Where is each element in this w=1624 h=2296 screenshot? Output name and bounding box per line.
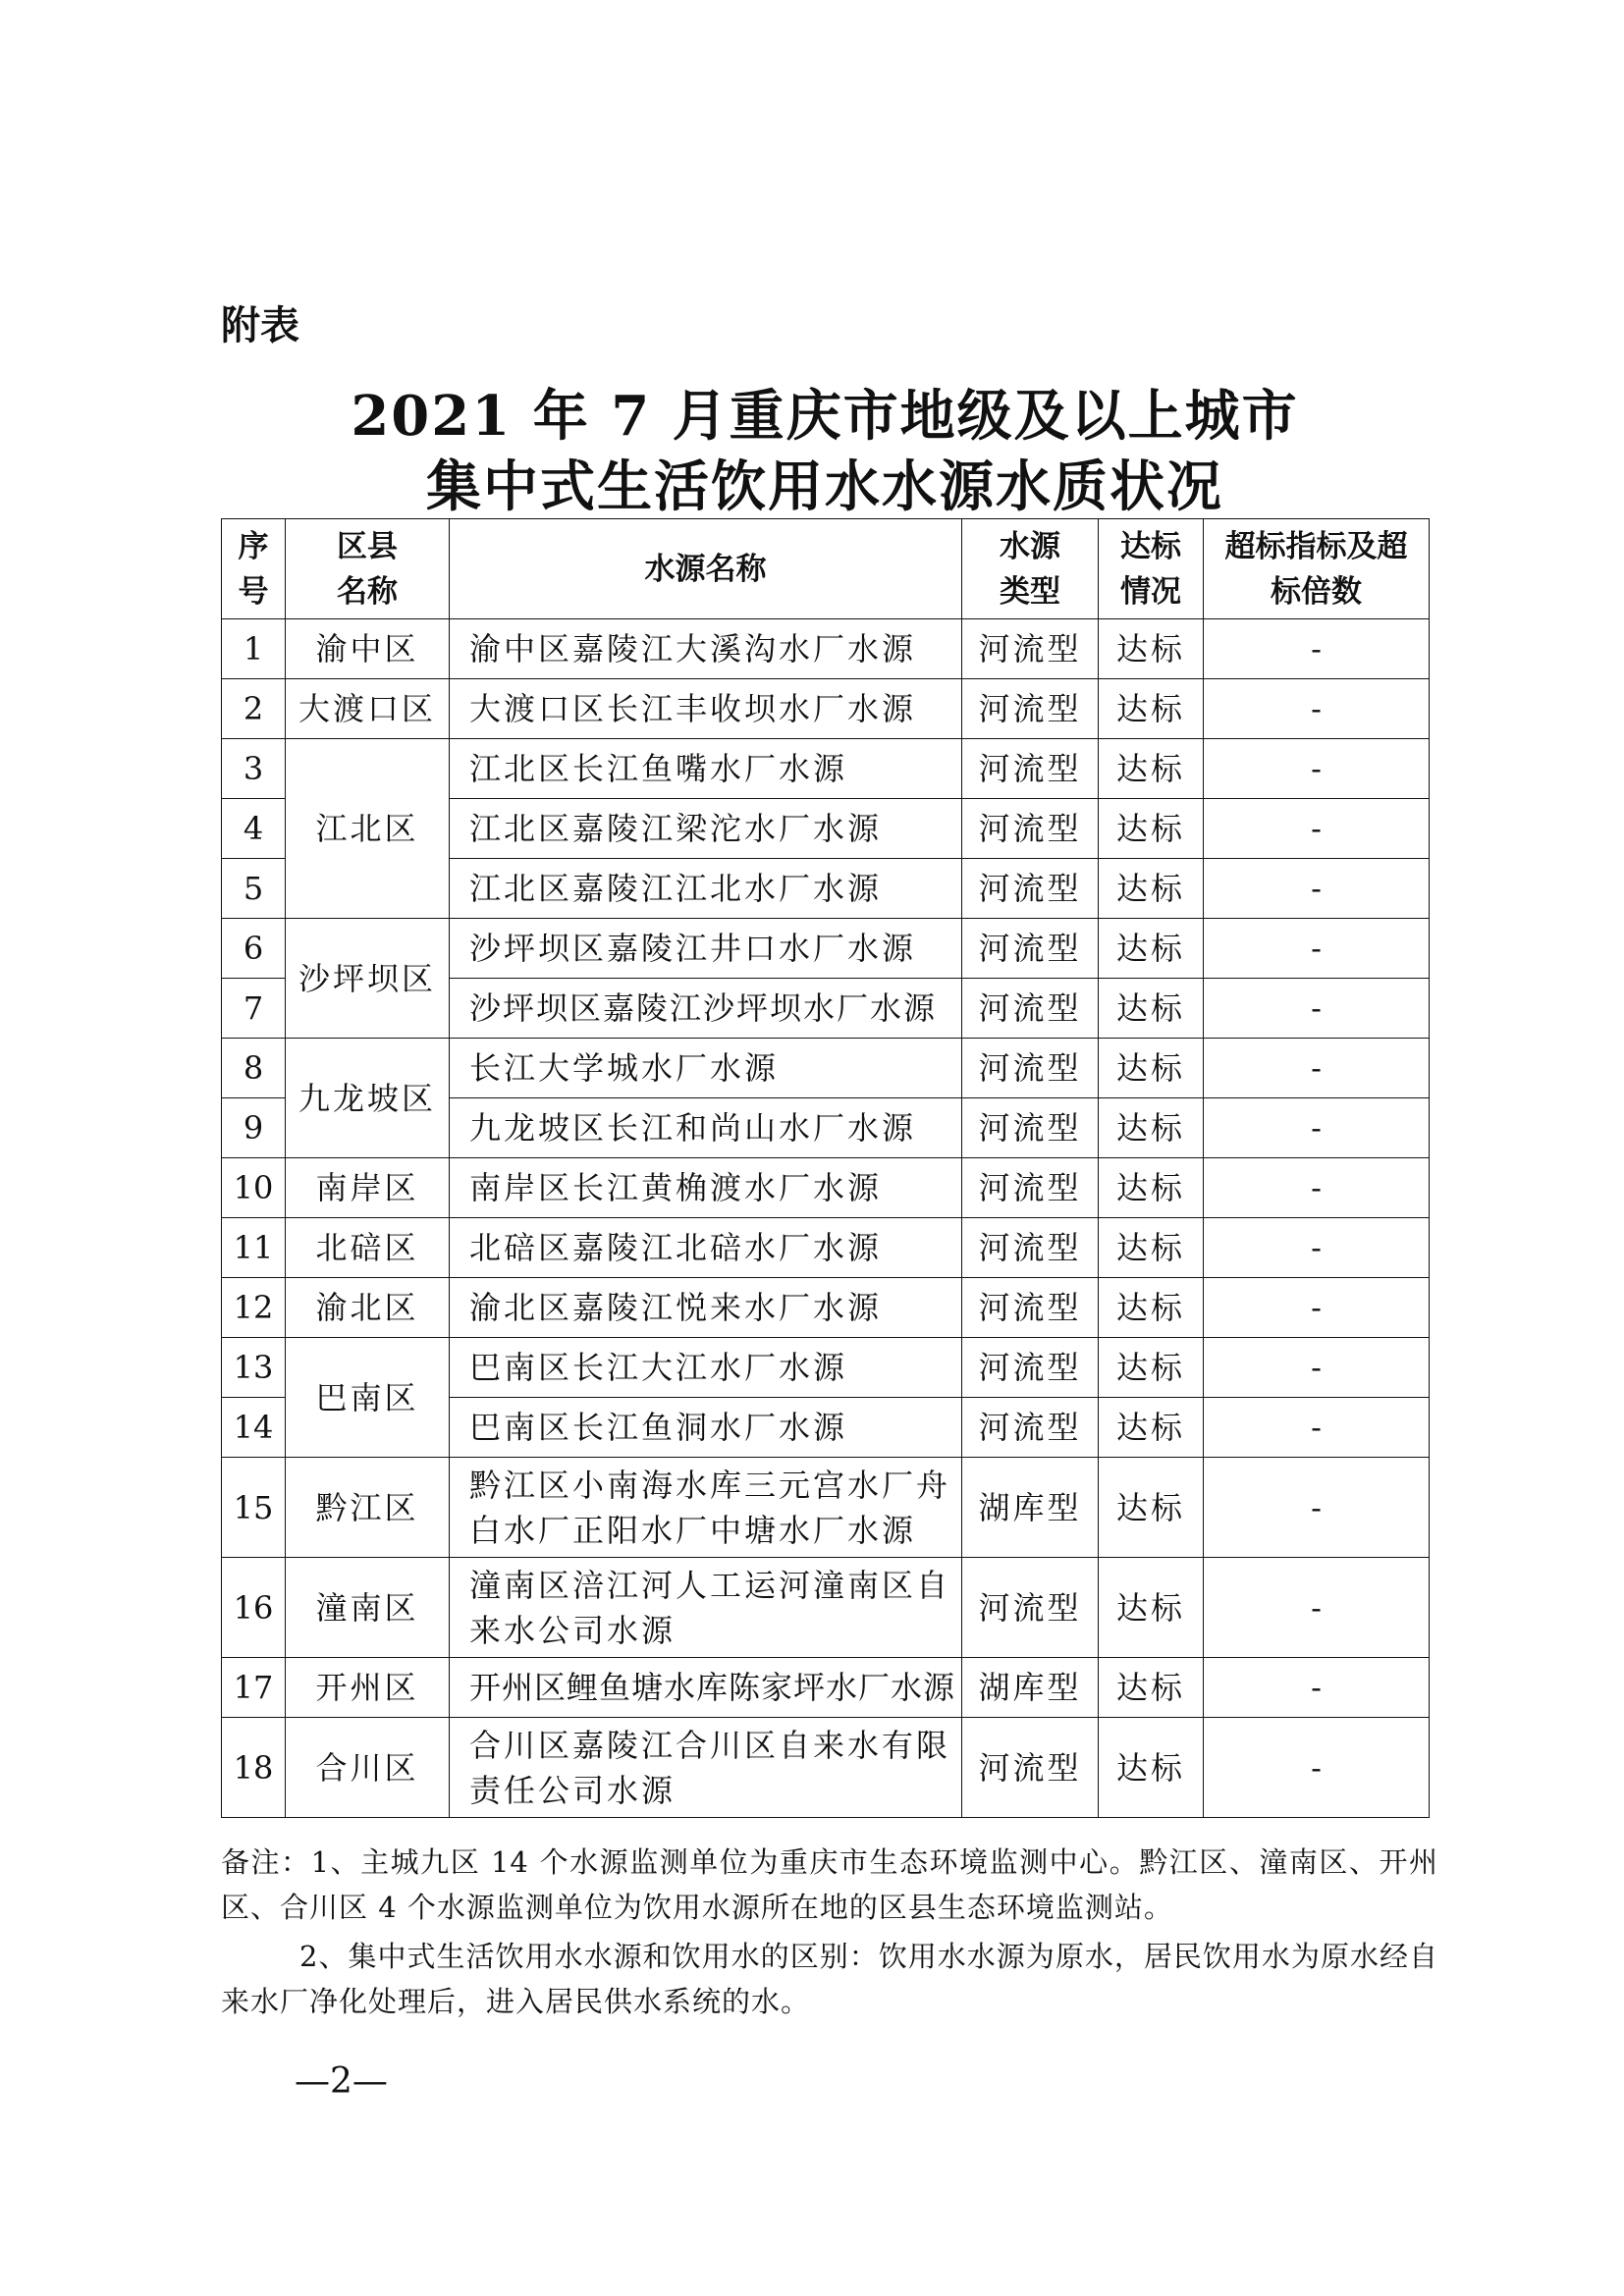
- exceed-cell: -: [1204, 799, 1430, 859]
- status-cell: 达标: [1099, 679, 1204, 739]
- status-cell: 达标: [1099, 1218, 1204, 1278]
- row-number: 18: [222, 1718, 286, 1818]
- source-type-cell: 湖库型: [962, 1458, 1099, 1558]
- source-type-cell: 河流型: [962, 619, 1099, 679]
- exceed-cell: -: [1204, 1098, 1430, 1158]
- district-cell: 大渡口区: [286, 679, 450, 739]
- row-number: 15: [222, 1458, 286, 1558]
- district-cell: 渝北区: [286, 1278, 450, 1338]
- table-row: [222, 1218, 1430, 1278]
- row-number: 6: [222, 919, 286, 979]
- district-cell: 开州区: [286, 1658, 450, 1718]
- table-row: [222, 919, 1430, 979]
- exceed-cell: -: [1204, 1039, 1430, 1098]
- table-row: [222, 1278, 1430, 1338]
- exceed-cell: -: [1204, 979, 1430, 1039]
- status-cell: 达标: [1099, 1718, 1204, 1818]
- row-number: 17: [222, 1658, 286, 1718]
- source-type-cell: 河流型: [962, 1718, 1099, 1818]
- row-number: 13: [222, 1338, 286, 1398]
- status-cell: 达标: [1099, 799, 1204, 859]
- row-number: 5: [222, 859, 286, 919]
- source-name-cell: 合川区嘉陵江合川区自来水有限责任公司水源: [450, 1718, 962, 1818]
- status-cell: 达标: [1099, 1458, 1204, 1558]
- source-name-cell: 江北区长江鱼嘴水厂水源: [450, 739, 962, 799]
- status-cell: 达标: [1099, 739, 1204, 799]
- row-number: 3: [222, 739, 286, 799]
- source-name-cell: 江北区嘉陵江江北水厂水源: [450, 859, 962, 919]
- row-number: 9: [222, 1098, 286, 1158]
- exceed-cell: -: [1204, 619, 1430, 679]
- source-type-cell: 河流型: [962, 859, 1099, 919]
- source-name-cell: 九龙坡区长江和尚山水厂水源: [450, 1098, 962, 1158]
- source-type-cell: 河流型: [962, 1398, 1099, 1458]
- source-name-cell: 沙坪坝区嘉陵江井口水厂水源: [450, 919, 962, 979]
- header-source-type: 水源类型: [962, 519, 1099, 619]
- source-type-cell: 河流型: [962, 1218, 1099, 1278]
- note-2: 2、集中式生活饮用水水源和饮用水的区别：饮用水水源为原水，居民饮用水为原水经自来水厂净化处理后，进入居民供水系统的水。: [221, 1940, 1438, 2018]
- district-cell: 江北区: [286, 739, 450, 919]
- row-number: 2: [222, 679, 286, 739]
- source-type-cell: 河流型: [962, 1098, 1099, 1158]
- exceed-cell: -: [1204, 919, 1430, 979]
- district-cell: 南岸区: [286, 1158, 450, 1218]
- status-cell: 达标: [1099, 1398, 1204, 1458]
- district-cell: 沙坪坝区: [286, 919, 450, 1039]
- source-name-cell: 开州区鲤鱼塘水库陈家坪水厂水源: [450, 1658, 962, 1718]
- source-name-cell: 渝中区嘉陵江大溪沟水厂水源: [450, 619, 962, 679]
- source-type-cell: 河流型: [962, 979, 1099, 1039]
- status-cell: 达标: [1099, 1158, 1204, 1218]
- table-row: [222, 1458, 1430, 1558]
- source-type-cell: 河流型: [962, 1158, 1099, 1218]
- exceed-cell: -: [1204, 1398, 1430, 1458]
- table-row: [222, 1558, 1430, 1658]
- status-cell: 达标: [1099, 1658, 1204, 1718]
- exceed-cell: -: [1204, 859, 1430, 919]
- source-name-cell: 江北区嘉陵江梁沱水厂水源: [450, 799, 962, 859]
- table-row: [222, 1718, 1430, 1818]
- page-number: —2—: [295, 2061, 388, 2102]
- row-number: 4: [222, 799, 286, 859]
- district-cell: 合川区: [286, 1718, 450, 1818]
- source-name-cell: 大渡口区长江丰收坝水厂水源: [450, 679, 962, 739]
- source-type-cell: 河流型: [962, 919, 1099, 979]
- row-number: 1: [222, 619, 286, 679]
- status-cell: 达标: [1099, 1098, 1204, 1158]
- row-number: 8: [222, 1039, 286, 1098]
- annex-label: 附表: [221, 303, 299, 348]
- district-cell: 九龙坡区: [286, 1039, 450, 1158]
- exceed-cell: -: [1204, 1338, 1430, 1398]
- source-type-cell: 河流型: [962, 799, 1099, 859]
- status-cell: 达标: [1099, 1338, 1204, 1398]
- source-name-cell: 渝北区嘉陵江悦来水厂水源: [450, 1278, 962, 1338]
- table-row: [222, 679, 1430, 739]
- header-exceed: 超标指标及超标倍数: [1204, 519, 1430, 619]
- source-type-cell: 河流型: [962, 679, 1099, 739]
- row-number: 12: [222, 1278, 286, 1338]
- exceed-cell: -: [1204, 679, 1430, 739]
- document-title-line-2: 集中式生活饮用水水源水质状况: [426, 454, 1223, 519]
- document-title-line-1: 2021 年 7 月重庆市地级及以上城市: [351, 384, 1299, 449]
- exceed-cell: -: [1204, 1458, 1430, 1558]
- source-type-cell: 河流型: [962, 1278, 1099, 1338]
- status-cell: 达标: [1099, 619, 1204, 679]
- table-row: [222, 1039, 1430, 1098]
- table-row: [222, 1158, 1430, 1218]
- source-name-cell: 南岸区长江黄桷渡水厂水源: [450, 1158, 962, 1218]
- source-name-cell: 长江大学城水厂水源: [450, 1039, 962, 1098]
- source-type-cell: 湖库型: [962, 1658, 1099, 1718]
- header-seq: 序号: [222, 519, 286, 619]
- water-quality-table: [221, 518, 1430, 1818]
- row-number: 16: [222, 1558, 286, 1658]
- table-row: [222, 1658, 1430, 1718]
- source-name-cell: 沙坪坝区嘉陵江沙坪坝水厂水源: [450, 979, 962, 1039]
- row-number: 11: [222, 1218, 286, 1278]
- header-status: 达标情况: [1099, 519, 1204, 619]
- source-name-cell: 巴南区长江大江水厂水源: [450, 1338, 962, 1398]
- status-cell: 达标: [1099, 1558, 1204, 1658]
- source-name-cell: 潼南区涪江河人工运河潼南区自来水公司水源: [450, 1558, 962, 1658]
- district-cell: 巴南区: [286, 1338, 450, 1458]
- exceed-cell: -: [1204, 739, 1430, 799]
- table-row: [222, 739, 1430, 799]
- source-name-cell: 北碚区嘉陵江北碚水厂水源: [450, 1218, 962, 1278]
- row-number: 7: [222, 979, 286, 1039]
- source-name-cell: 黔江区小南海水库三元宫水厂舟白水厂正阳水厂中塘水厂水源: [450, 1458, 962, 1558]
- status-cell: 达标: [1099, 1039, 1204, 1098]
- table-row: [222, 1338, 1430, 1398]
- source-name-cell: 巴南区长江鱼洞水厂水源: [450, 1398, 962, 1458]
- district-cell: 渝中区: [286, 619, 450, 679]
- status-cell: 达标: [1099, 979, 1204, 1039]
- note-1: 备注：1、主城九区 14 个水源监测单位为重庆市生态环境监测中心。黔江区、潼南区、开州区、合川区 4 个水源监测单位为饮用水源所在地的区县生态环境监测站。: [221, 1845, 1438, 1924]
- district-cell: 黔江区: [286, 1458, 450, 1558]
- exceed-cell: -: [1204, 1718, 1430, 1818]
- status-cell: 达标: [1099, 919, 1204, 979]
- table-header-row: [222, 519, 1430, 619]
- status-cell: 达标: [1099, 859, 1204, 919]
- row-number: 10: [222, 1158, 286, 1218]
- source-type-cell: 河流型: [962, 1039, 1099, 1098]
- exceed-cell: -: [1204, 1218, 1430, 1278]
- exceed-cell: -: [1204, 1278, 1430, 1338]
- source-type-cell: 河流型: [962, 739, 1099, 799]
- table-row: [222, 619, 1430, 679]
- exceed-cell: -: [1204, 1658, 1430, 1718]
- source-type-cell: 河流型: [962, 1558, 1099, 1658]
- district-cell: 潼南区: [286, 1558, 450, 1658]
- exceed-cell: -: [1204, 1158, 1430, 1218]
- source-type-cell: 河流型: [962, 1338, 1099, 1398]
- exceed-cell: -: [1204, 1558, 1430, 1658]
- header-source-name: 水源名称: [450, 519, 962, 619]
- district-cell: 北碚区: [286, 1218, 450, 1278]
- notes-section: [221, 1840, 1438, 2024]
- header-district: 区县名称: [286, 519, 450, 619]
- row-number: 14: [222, 1398, 286, 1458]
- status-cell: 达标: [1099, 1278, 1204, 1338]
